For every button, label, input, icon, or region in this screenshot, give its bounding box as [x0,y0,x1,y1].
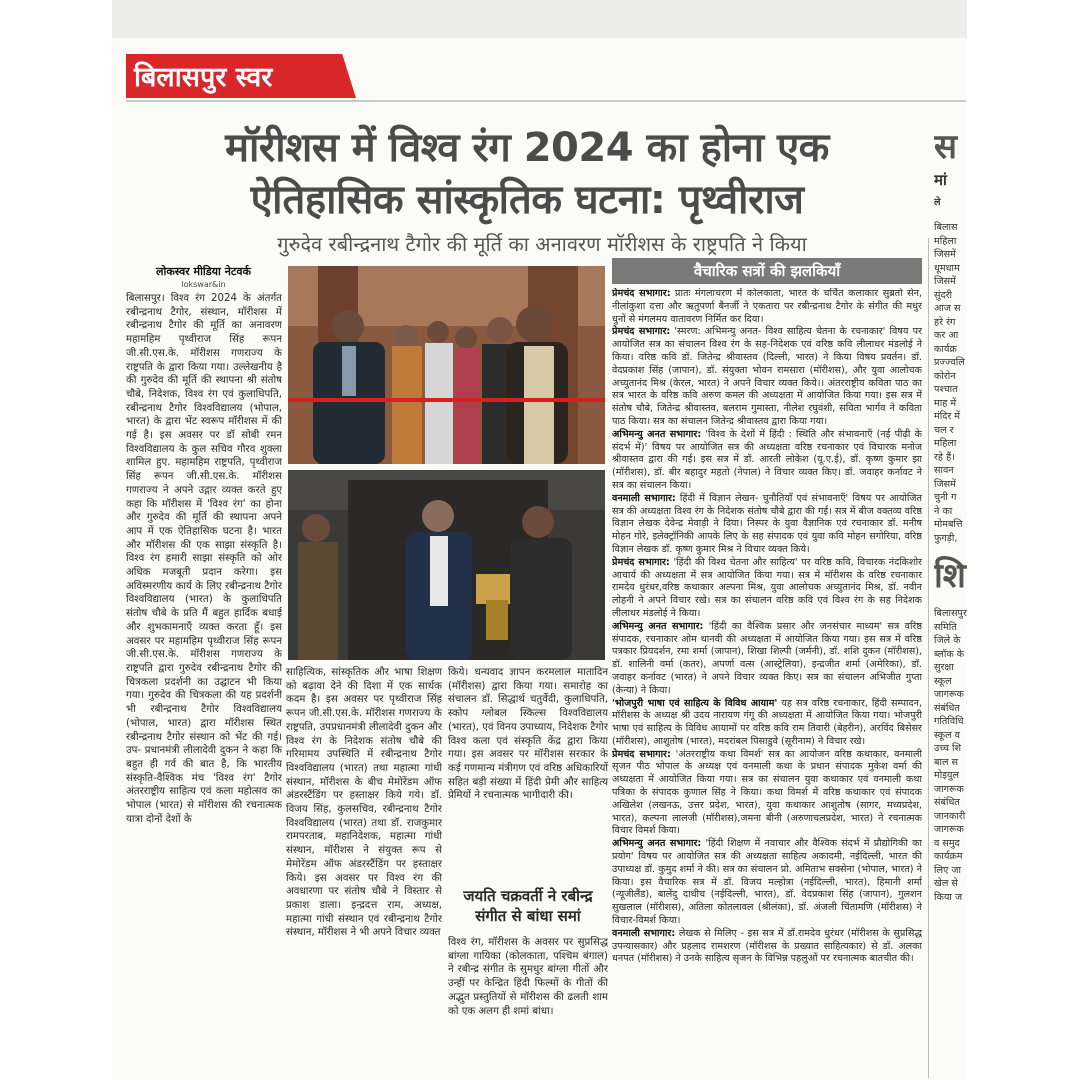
photo-ribbon-cutting [288,266,605,464]
adjacent-text-line: कोरोन [934,370,956,382]
sidebar-entry [612,838,922,928]
adjacent-text-line: मोइयुल [934,770,960,781]
adjacent-text-line: कर आ [934,330,959,341]
adjacent-text-line: जानकारी [934,810,966,822]
adjacent-text-fragment: ले [934,196,941,208]
sidebar-entry-label: प्रेमचंद सभागार: [612,556,670,568]
sidebar-entry-label: अभिमन्यु अनत सभागार: [612,838,702,850]
headline-line-1: मॉरीशस में विश्व रंग 2024 का होना एक [225,125,829,171]
adjacent-text-line: हरे रंग [934,316,956,328]
article-column-2: साहित्यिक, सांस्कृतिक और भाषा शिक्षण को बढ़ावा देने की दिशा में एक सार्थक कदम है। इस अवसर पर पृथ्वीराज सिंह रूपन जी.सी.एस.के. मॉरीशस गणराज्य के राष्ट्रपति, उपप्रधानमंत्री लीलादेवी दुकन और विश्व रंग के निदेशक संतोष चौबे की गरिमामय उपस्थिति में रबीन्द्रनाथ टैगोर विश्वविद्यालय (भारत) तथा महात्मा गांधी संस्थान, मॉरीशस के बीच मेमोरेंडम ऑफ अंडरस्टैंडिंग पर हस्ताक्षर किये गये। डॉ. विजय सिंह, कुलसचिव, रबीन्द्रनाथ टैगोर विश्वविद्यालय (भारत) तथा डॉ. राजकुमार रामपरताब, महानिदेशक, महात्मा गांधी संस्थान, मॉरीशस ने संयुक्त रूप से मेमोरेंडम ऑफ अंडरस्टैंडिंग पर हस्ताक्षर किये। इस अवसर पर विश्व रंग की अवधारणा पर संतोष चौबे ने विस्तार से प्रकाश डाला। इन्द्रदत्त राम, अध्यक्ष, महात्मा गांधी संस्थान एवं रबीन्द्रनाथ टैगोर संस्थान, मॉरीशस ने भी अपने विचार व्यक्त [286,667,442,939]
sidebar-entry-label: प्रेमचंद सभागार: [612,748,671,760]
adjacent-text-line: व समुद [934,837,960,849]
adjacent-text-line: जागरूक [934,689,964,700]
column-rule [928,238,929,1078]
adjacent-text-line: प्रज्ज्वलि [934,357,965,368]
adjacent-article-a [934,221,967,545]
masthead-title: बिलासपुर स्वर [134,62,273,93]
adjacent-text-line: चल र [934,424,954,436]
adjacent-text-line: जागरूक [934,824,964,835]
adjacent-text-line: स्कूल व [934,729,960,741]
adjacent-text-line: स्कूल [934,675,952,687]
sidebar-entry-label: 'भोजपुरी भाषा एवं साहित्य के विविध आयाम' [612,697,778,709]
subheadline: गुरुदेव रबीन्द्रनाथ टैगोर की मूर्ति का अनावरण मॉरीशस के राष्ट्रपति ने किया [277,232,807,256]
adjacent-text-line: उच्च शि [934,743,962,754]
adjacent-text-line: बिलासपुर [934,608,967,619]
newspaper-page [112,38,967,1080]
sidebar-sessions [612,288,922,1080]
adjacent-text-line: माह में [934,397,957,409]
adjacent-headline-fragment: स [934,127,957,167]
sidebar-entry-text: प्रातः मंगलाचरण में कोलकाता, भारत के चर्चित कलाकार सुब्रतो सेन, नीलांकुशा दत्ता और ऋतुपर्णा बैनर्जी ने एकतारा पर रबीन्द्रनाथ टैगोर के संगीत की मधुर धुनों से मंगलमय वातावरण निर्मित कर दिया। [612,288,922,325]
top-margin-band [112,0,967,38]
adjacent-text-line: जिसमें [934,249,956,260]
adjacent-text-line: समिति [934,621,957,633]
sidebar-entry [612,698,922,749]
sidebar-entry-text: 'हिंदी का वैश्विक प्रसार और जनसंचार माध्यम' सत्र वरिष्ठ संपादक, रचनाकार ओम थानवी की अध्यक्षता में आयोजित किया गया। इस सत्र में वरिष्ठ पत्रकार प्रियदर्शन, रमा शर्मा (जापान), शिखा शिल्पी (जर्मनी), डॉ. शशि दुकन (मॉरीशस), डॉ. शालिनी वर्मा (कतर), अपर्णा वत्स (आस्ट्रेलिया), इन्द्रजीत शर्मा (अमेरिका), डॉ. जवाहर कर्नावट (भारत) ने अपने विचार व्यक्त किए। सत्र का संचालन अभिजीत गुप्ता (केन्या) ने किया। [612,620,922,696]
photo-memento-presentation-illustration [288,470,605,660]
article-column-3-music: विश्व रंग, मॉरीशस के अवसर पर सुप्रसिद्ध बांग्ला गायिका (कोलकाता, पश्चिम बंगाल) ने रबीन्द्र संगीत के सुमधुर बांग्ला गीतों और उन्हीं पर केन्द्रित हिंदी फिल्मों के गीतों की अद्भुत प्रस्तुतियों से मॉरीशस की ढलती शाम को एक अलग ही शमां बांधा। [448,937,608,1017]
adjacent-text-line: सावन [934,465,954,476]
adjacent-article-b [934,607,967,904]
sidebar-entry [612,429,922,493]
adjacent-text-line: संबंधित [934,702,960,714]
adjacent-text-line: जिले के [934,635,961,646]
sidebar-entry [612,928,922,966]
adjacent-text-line: महिला [934,235,957,247]
sidebar-entry-text: लेखक से मिलिए - इस सत्र में डॉ.रामदेव धुरंधर (मॉरीशस के सुप्रसिद्ध उपन्यासकार) और प्रहलाद रामशरण (मॉरीशस के प्रख्यात साहित्यकार) से डॉ. अलका धनपत (मॉरीशस) ने उनके साहित्य सृजन के विभिन्न पहलुओं पर रचनात्मक बातचीत की। [612,927,922,965]
adjacent-text-line: बिलास [934,222,958,233]
sidebar-entry-text: 'विश्व के देशों में हिंदी : स्थिति और संभावनाएँ (नई पीढ़ी के संदर्भ में)' विषय पर आयोजित सत्र की अध्यक्षता वरिष्ठ रचनाकार एवं विचारक मनोज श्रीवास्तव द्वारा की गई। इस सत्र में डॉ. आरती लोकेश (यू.ए.ई), डॉ. कृष्ण कुमार झा (मॉरीशस), डॉ. बीर बहादुर महतो (नेपाल) ने विचार व्यक्त किए। डॉ. जवाहर कर्नावट ने सत्र का संचालन किया। [612,428,922,491]
sidebar-entry-text: 'अंतरराष्ट्रीय कथा विमर्श' सत्र का आयोजन वरिष्ठ कथाकार, वनमाली सृजन पीठ भोपाल के अध्यक्ष एवं वनमाली कथा के प्रधान संपादक मुकेश वर्मा की अध्यक्षता में आयोजित किया गया। सत्र का संचालन युवा कथाकार एवं वनमाली कथा पत्रिका के संपादक कुणाल सिंह ने किया। कथा विमर्श में वरिष्ठ कथाकार एवं संपादक अखिलेश (लखनऊ, उत्तर प्रदेश, भारत), युवा कथाकार आशुतोष (सागर, मध्यप्रदेश, भारत), कल्पना लालजी (मॉरीशस),जमना बीनी (अरुणाचलप्रदेश, भारत) ने रचनात्मक विचार विमर्श किया। [612,748,922,837]
photo-ribbon-cutting-illustration [288,266,605,464]
adjacent-text-line: जिसमें [934,276,956,287]
adjacent-text-line: चुनी ग [934,492,957,503]
adjacent-text-line: ने का [934,505,953,517]
adjacent-text-line: बाल स [934,756,959,768]
sidebar-entry [612,493,922,557]
byline-website: lokswar&in [181,280,226,289]
adjacent-text-line: लिए जा [934,864,961,876]
adjacent-text-line: जागरूक [934,783,964,795]
sidebar-entry-label: वनमाली सभागार: [612,927,676,939]
adjacent-text-fragment: मां [934,171,947,189]
sidebar-entry-label: अभिमन्यु अनत सभागार: [612,428,702,440]
masthead-rule [126,100,966,102]
adjacent-text-line: कार्यक्र [934,343,957,355]
sidebar-entry [612,288,922,326]
headline-line-2: ऐतिहासिक सांस्कृतिक घटना: पृथ्वीराज [250,177,804,223]
sidebar-entry-text: यह सत्र वरिष्ठ रचनाकार, हिंदी सम्पादन, मॉरीशस के अध्यक्ष श्री उदय नारायण गंगू की अध्यक्षता में आयोजित किया गया। भोजपुरी भाषा एवं साहित्य के विविध आयामों पर वरिष्ठ कवि राम तिवारी (बेहरीन), अरविंद बिसेसर (मॉरीशस), आशुतोष (भारत), मदरांबल पिसाडुवे (सूरीनाम) ने विचार रखे। [612,697,922,747]
sidebar-entry-label: प्रेमचंद सभागार: [612,326,671,338]
sidebar-entry-text: 'स्मरण: अभिमन्यु अनत- विश्व साहित्य चेतना के रचनाकार' विषय पर आयोजित सत्र का संचालन विश्व रंग के सह-निदेशक एवं वरिष्ठ कवि लीलाधर मंडलोई ने किया। वरिष्ठ कवि डॉ. जितेन्द्र श्रीवास्तव (दिल्ली, भारत) ने किया विषय प्रवर्तन। डॉ. वेदप्रकाश सिंह (जापान), डॉ. संयुक्ता भोवन रामसारा (मॉरीशस), और युवा आलोचक अच्युतानंद मिश्र (केरल, भारत) ने अपने विचार व्यक्त किये।। अंतरराष्ट्रीय कविता पाठ का सत्र भारत के वरिष्ठ कवि अरुण कमल की अध्यक्षता में आयोजित किया गया। इस सत्र में संतोष चौबे, जितेन्द्र श्रीवास्तव, बलराम गुमास्ता, नीलेश रघुवंशी, सविता भार्गव ने कविता पाठ किया। सत्र का संचालन जितेन्द्र श्रीवास्तव द्वारा किया गया। [612,326,922,427]
sidebar-entry [612,326,922,428]
sidebar-entry-text: 'हिंदी की विश्व चेतना और साहित्य' पर वरिष्ठ कवि, विचारक नंदकिशोर आचार्य की अध्यक्षता में सत्र आयोजित किया गया। सत्र में मॉरीशस के वरिष्ठ रचनाकार रामदेव धुरंधर,वरिष्ठ कथाकार अल्पना मिश्र, युवा आलोचक अच्युतानंद मिश्र, डॉ. नवीन लोहनी ने अपने विचार रखे। सत्र का संचालन वरिष्ठ कवि एवं विश्व रंग के सह निदेशक लीलाधर मंडलोई ने किया। [612,556,922,619]
headline [132,122,922,226]
photo-memento-presentation [288,470,605,660]
sidebar-entry-label: अभिमन्यु अनत सभागार: [612,620,704,632]
adjacent-text-line: खेल से [934,878,958,889]
adjacent-text-line: मंदिर में [934,411,961,422]
adjacent-text-line: गतिविधि [934,716,964,727]
sidebar-entry [612,557,922,621]
sidebar-entry-label: प्रेमचंद सभागार: [612,288,671,299]
adjacent-text-line: महिला [934,438,957,449]
sidebar-entry-text: हिंदी में विज्ञान लेखन- चुनौतियाँ एवं संभावनाएँ' विषय पर आयोजित सत्र की अध्यक्षता विश्व रंग के निदेशक संतोष चौबे द्वारा की गई। सत्र में बीज वक्तव्य वरिष्ठ विज्ञान लेखक देवेन्द्र मेवाड़ी ने दिया। निस्पर के युवा वैज्ञानिक एवं रचनाकार डॉ. मनीष मोहन गोरे, इलेक्ट्रॉनिकी आपके लिए के सह संपादक एवं युवा कवि मोहन सगोरिया, वरिष्ठ विज्ञान लेखक डॉ. कृष्ण कुमार मिश्र ने विचार व्यक्त किये। [612,492,922,555]
adjacent-text-line: कार्यक्रम [934,851,963,862]
adjacent-text-line: पश्चात [934,384,958,395]
sidebar-title: वैचारिक सत्रों की झलकियाँ [693,262,841,280]
article-column-3: किये। धन्यवाद ज्ञापन करमलाल मातादिन (मॉरीशस) द्वारा किया गया। समारोह का संचालन डॉ. सिद्धार्थ चतुर्वेदी, कुलाधिपति, स्कोप ग्लोबल स्किल्स विश्वविद्यालय (भारत), एवं विनय उपाध्याय, निदेशक टैगोर विश्व कला एवं संस्कृति केंद्र द्वारा किया गया। इस अवसर पर मॉरीशस सरकार के कई गणमान्य मंत्रीगण एवं वरिष्ठ अधिकारियों सहित बड़ी संख्या में हिंदी प्रेमी और साहित्य प्रेमियों ने रचनात्मक भागीदारी की। [448,667,608,802]
article-column-1: बिलासपुर। विश्व रंग 2024 के अंतर्गत रबीन्द्रनाथ टैगोर, संस्थान, मॉरीशस में रबीन्द्रनाथ टैगोर की मूर्ति का अनावरण महामहिम पृथ्वीराज सिंह रूपन जी.सी.एस.के. मॉरीशस गणराज्य के राष्ट्रपति के द्वारा किया गया। उल्लेखनीय है की गुरुदेव की मूर्ति की स्थापना श्री संतोष चौबे, निदेशक, विश्व रंग एवं कुलाधिपति, रबीन्द्रनाथ टैगोर विश्वविद्यालय (भोपाल, भारत) के द्वारा भेंट स्वरूप मॉरीशस में की गई है। इस अवसर पर डॉ सोबी रमन विश्वविद्यालय के कुल सचिव गौरव शुक्ला शामिल हुए. महामहिम राष्ट्रपति, पृथ्वीराज सिंह रूपन जी.सी.एस.के. मॉरीशस गणराज्य ने अपने उद्गार व्यक्त करते हुए कहा कि मॉरीशस में 'विश्व रंग' का होना और गुरुदेव की मूर्ति की स्थापना अपने आप में एक ऐतिहासिक घटना है। भारत और मॉरीशस की एक साझा संस्कृति है। विश्व रंग हमारी साझा संस्कृति को ओर अधिक मजबूती प्रदान करेगा। इस अविस्मरणीय कार्य के लिए रबीन्द्रनाथ टैगोर विश्वविद्यालय (भारत) के कुलाधिपति संतोष चौबे के प्रति मैं बहुत हार्दिक बधाई और शुभकामनाएँ व्यक्त करता हूँ। इस अवसर पर महामहिम पृथ्वीराज सिंह रूपन जी.सी.एस.के. मॉरीशस गणराज्य के राष्ट्रपति द्वारा गुरुदेव रबीन्द्रनाथ टैगोर की चित्रकला प्रदर्शनी का उद्घाटन भी किया गया। गुरुदेव की चित्रकला की यह प्रदर्शनी भी रबीन्द्रनाथ टैगोर विश्वविद्यालय (भोपाल, भारत) द्वारा मॉरीशस स्थित रबीन्द्रनाथ टैगोर संस्थान को भेंट की गई। उप- प्रधानमंत्री लीलादेवी दुकन ने कहा कि बहुत ही गर्व की बात है, कि भारतीय संस्कृति-वैश्विक मंच 'विश्व रंग' टैगोर अंतरराष्ट्रीय साहित्य एवं कला महोत्सव का भोपाल (भारत) से मॉरीशस की रचनात्मक यात्रा दोनों देशों के [126,293,282,825]
adjacent-text-line: फुगड़ी, [934,532,958,544]
sidebar-entry [612,749,922,839]
adjacent-text-line: आज स [934,303,961,314]
adjacent-text-line: किया ज [934,891,963,903]
adjacent-text-line: धूमधाम [934,262,960,274]
adjacent-text-line: रहे हैं। [934,451,955,463]
adjacent-text-line: ब्लॉक के [934,648,965,660]
adjacent-headline-fragment: शि [934,556,966,596]
sidebar-entry-text: 'हिंदी शिक्षण में नवाचार और वैश्विक संदर्भ में प्रौद्योगिकी का प्रयोग' विषय पर आयोजित सत्र की अध्यक्षता साहित्य अकादमी, नईदिल्ली, भारत की उपाध्यक्ष डॉ. कुमुद शर्मा ने की। सत्र का संचालन प्रो. अमिताभ सक्सेना (भोपाल, भारत) ने किया। इस वैचारिक सत्र में डॉ. विजय मल्होत्रा (नईदिल्ली, भारत), हिमानी शर्मा (न्यूजीलैंड), बालेंदु दाधीच (नईदिल्ली, भारत), डॉ. वेदप्रकाश सिंह (जापान), गुलशन सुखलाल (मॉरीशस), अतिला कोतलावल (श्रीलंका), डॉ. अंजली चिंतामणि (मॉरीशस) ने विचार-विमर्श किया। [612,838,922,927]
adjacent-text-line: सुरक्षा [934,662,954,673]
adjacent-text-line: जिसमें [934,478,956,490]
section-subheading-music: जयति चक्रवर्ती ने रबीन्द्र संगीत से बांधा समां [463,887,593,925]
adjacent-article-strip [934,122,967,1080]
sidebar-entry [612,621,922,698]
adjacent-text-line: संबंधित [934,797,960,808]
byline: लोकस्वर मीडिया नेटवर्क [156,265,251,278]
adjacent-text-line: मोमबत्ति [934,519,963,530]
sidebar-entry-label: वनमाली सभागार: [612,492,676,504]
adjacent-text-line: सुंदरी [934,289,952,301]
